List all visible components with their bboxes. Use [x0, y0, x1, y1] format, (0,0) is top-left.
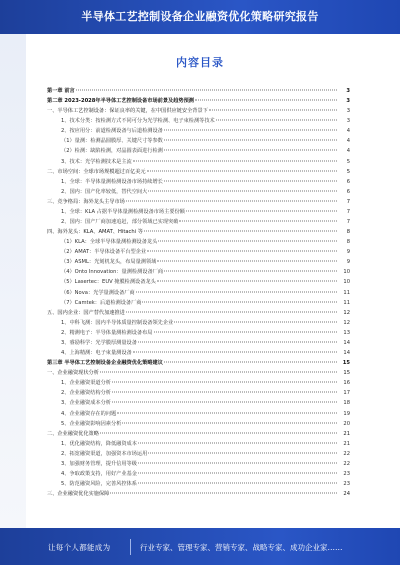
toc-entry[interactable]	[47, 328, 350, 338]
toc-entry[interactable]	[47, 86, 350, 96]
toc-entry[interactable]	[47, 439, 350, 449]
toc-entry-title: （1）量测：检测晶圆膜厚、关键尺寸等参数	[61, 138, 163, 145]
toc-entry-title: 第二章 2023-2028年半导体工艺控制设备市场前景及趋势预测	[47, 98, 194, 105]
toc-entry-page: 4	[346, 138, 350, 145]
toc-entry-page: 22	[343, 450, 350, 457]
toc-entry-title: 2、企业融资结构分析	[61, 390, 111, 397]
toc-entry-page: 7	[346, 219, 350, 226]
toc-leader-dots	[164, 362, 337, 363]
toc-entry-title: 1、优化融资结构，降低融资成本	[61, 440, 137, 447]
toc-leader-dots	[148, 190, 337, 191]
toc-leader-dots	[76, 90, 337, 91]
toc-entry-title: 3、技术：光学检测技术是主流	[61, 158, 132, 165]
toc-entry-title: （1）KLA：全球半导体量测检测设备龙头	[61, 239, 158, 246]
toc-entry-title: 1、中科飞测：国内半导体质量控制设备领先企业	[61, 319, 174, 326]
toc-leader-dots	[136, 291, 337, 292]
toc-entry-title: 4、上海精测：电子束量测设备	[61, 350, 132, 357]
toc-leader-dots	[164, 180, 337, 181]
toc-entry-page: 23	[343, 470, 350, 477]
footer-divider	[130, 539, 131, 555]
toc-entry-page: 21	[343, 430, 350, 437]
toc-entry[interactable]	[47, 409, 350, 419]
toc-entry-page: 17	[343, 390, 350, 397]
toc-entry[interactable]	[47, 338, 350, 348]
toc-heading: 内容目录	[176, 56, 224, 69]
toc-leader-dots	[112, 392, 337, 393]
toc-entry-page: 13	[343, 329, 350, 336]
toc-entry[interactable]	[47, 419, 350, 429]
toc-leader-dots	[174, 321, 337, 322]
toc-entry[interactable]	[47, 247, 350, 257]
toc-entry-page: 16	[343, 380, 350, 387]
toc-leader-dots	[157, 281, 337, 282]
toc-entry-title: 三、企业融资优化实施保障	[47, 491, 110, 498]
toc-entry[interactable]	[47, 277, 350, 287]
toc-leader-dots	[133, 160, 337, 161]
toc-entry-page: 3	[346, 118, 350, 125]
toc-leader-dots	[138, 483, 337, 484]
toc-entry-title: 1、技术分类：按检测方式不同可分为光学检测、电子束检测等技术	[61, 118, 215, 125]
toc-leader-dots	[112, 382, 337, 383]
toc-entry-page: 5	[346, 168, 350, 175]
toc-entry[interactable]	[47, 358, 350, 368]
toc-entry-page: 11	[343, 299, 350, 306]
toc-entry-title: （4）Onto Innovation：量测检测设备厂商	[61, 269, 164, 276]
toc-leader-dots	[117, 412, 337, 413]
toc-entry-page: 5	[346, 158, 350, 165]
toc-leader-dots	[147, 251, 337, 252]
toc-entry[interactable]	[47, 126, 350, 136]
toc-entry-page: 15	[343, 370, 350, 377]
toc-entry-title: （3）ASML：光刻机龙头，布局量测领域	[61, 259, 157, 266]
toc-leader-dots	[147, 170, 337, 171]
toc-leader-dots	[164, 271, 337, 272]
toc-leader-dots	[138, 472, 337, 473]
toc-entry[interactable]	[47, 459, 350, 469]
toc-entry[interactable]	[47, 308, 350, 318]
toc-entry-title: 2、按应用分：前道检测设备与后道检测设备	[61, 128, 163, 135]
toc-entry[interactable]	[47, 267, 350, 277]
toc-entry-title: 第三章 半导体工艺控制设备企业融资优化策略建议	[47, 360, 163, 367]
report-title: 半导体工艺控制设备企业融资优化策略研究报告	[81, 10, 319, 23]
toc-entry-page: 6	[346, 188, 350, 195]
toc-entry[interactable]	[47, 217, 350, 227]
toc-entry-page: 3	[346, 98, 350, 105]
toc-entry-page: 4	[346, 128, 350, 135]
toc-leader-dots	[100, 432, 337, 433]
toc-entry-page: 12	[343, 319, 350, 326]
toc-leader-dots	[157, 261, 337, 262]
toc-entry-page: 20	[343, 420, 350, 427]
toc-leader-dots	[126, 200, 337, 201]
toc-entry-title: 4、企业融资存在的问题	[61, 410, 117, 417]
toc-entry-title: 2、国内：国产厂商加速追赶，部分领域已实现突破	[61, 219, 179, 226]
toc-entry-page: 9	[346, 259, 350, 266]
toc-leader-dots	[100, 372, 337, 373]
toc-entry-page: 4	[346, 148, 350, 155]
toc-entry-title: 五、国内企业：国产替代加速推进	[47, 309, 125, 316]
toc-entry[interactable]	[47, 227, 350, 237]
toc-entry[interactable]	[47, 298, 350, 308]
toc-entry[interactable]	[47, 116, 350, 126]
toc-entry-title: （5）Lasertec：EUV 掩膜检测设备龙头	[61, 279, 156, 286]
footer-slogan: 让每个人都能成为	[48, 543, 111, 552]
toc-entry-page: 7	[346, 208, 350, 215]
toc-entry[interactable]	[47, 187, 350, 197]
toc-entry-title: （2）检测：缺陷检测，对晶圆表面进行检测	[61, 148, 163, 155]
toc-entry-title: 2、精测电子：半导体量测检测设备布局	[61, 329, 153, 336]
toc-leader-dots	[195, 100, 337, 101]
toc-entry[interactable]	[47, 378, 350, 388]
toc-leader-dots	[164, 130, 337, 131]
toc-entry-title: 5、防范融资风险，完善风控体系	[61, 481, 137, 488]
toc-entry-title: 1、企业融资渠道分析	[61, 380, 111, 387]
toc-entry-page: 19	[343, 410, 350, 417]
toc-entry[interactable]	[47, 136, 350, 146]
toc-entry-page: 15	[342, 360, 350, 367]
toc-leader-dots	[164, 150, 337, 151]
toc-leader-dots	[148, 452, 337, 453]
toc-entry-title: 3、企业融资成本分析	[61, 400, 111, 407]
toc-entry-title: （6）Nova：光学量测设备厂商	[61, 289, 135, 296]
toc-entry[interactable]	[47, 288, 350, 298]
toc-entry[interactable]	[47, 348, 350, 358]
toc-entry[interactable]	[47, 388, 350, 398]
toc-entry[interactable]	[47, 469, 350, 479]
toc-entry-title: 二、企业融资优化策略	[47, 430, 99, 437]
toc-entry-page: 10	[343, 269, 350, 276]
toc-entry[interactable]	[47, 449, 350, 459]
toc-entry-page: 7	[346, 198, 350, 205]
toc-entry[interactable]	[47, 479, 350, 489]
toc-entry-title: 三、竞争格局：海外龙头主导市场	[47, 198, 125, 205]
toc-entry-page: 14	[343, 339, 350, 346]
left-decorative-stripe	[0, 34, 26, 528]
toc-leader-dots	[158, 241, 337, 242]
toc-entry-page: 22	[343, 460, 350, 467]
toc-entry-page: 18	[343, 400, 350, 407]
toc-leader-dots	[154, 331, 338, 332]
toc-entry-title: （2）AMAT：半导体设备平台型企业	[61, 249, 147, 256]
toc-leader-dots	[138, 442, 337, 443]
toc-entry-title: 4、争取政策支持，用好产业基金	[61, 470, 137, 477]
toc-entry-title: 3、睿励科学：光学膜厚测量设备	[61, 339, 137, 346]
toc-leader-dots	[179, 221, 337, 222]
toc-entry[interactable]	[47, 318, 350, 328]
toc-leader-dots	[186, 210, 337, 211]
toc-leader-dots	[142, 301, 337, 302]
toc-entry[interactable]	[47, 207, 350, 217]
toc-entry[interactable]	[47, 257, 350, 267]
toc-leader-dots	[144, 231, 337, 232]
toc-entry-title: 3、加强财务管理，提升信用等级	[61, 460, 137, 467]
toc-entry-title: 一、半导体工艺控制设备：保证良率的关键，在中国供应链安全背景下	[47, 108, 208, 115]
toc-entry-page: 12	[343, 309, 350, 316]
toc-entry-page: 8	[346, 229, 350, 236]
toc-entry-title: 四、海外龙头：KLA、AMAT、Hitachi 等	[47, 229, 143, 236]
toc-entry[interactable]	[47, 237, 350, 247]
toc-entry-title: 1、全球：半导体量测检测设备市场持续增长	[61, 178, 163, 185]
toc-leader-dots	[126, 311, 337, 312]
toc-entry-title: 第一章 前言	[47, 88, 75, 94]
toc-entry[interactable]	[47, 167, 350, 177]
toc-entry[interactable]	[47, 398, 350, 408]
toc-leader-dots	[216, 120, 337, 121]
toc-entry[interactable]	[47, 429, 350, 439]
toc-entry-title: 2、拓宽融资渠道，加强资本市场运用	[61, 450, 148, 457]
toc-leader-dots	[209, 110, 337, 111]
toc-entry-title: 5、企业融资影响因素分析	[61, 420, 122, 427]
toc-entry-page: 10	[343, 279, 350, 286]
toc-entry-title: 一、企业融资现状分析	[47, 370, 99, 377]
toc-leader-dots	[138, 341, 337, 342]
toc-leader-dots	[138, 462, 337, 463]
toc-entry[interactable]	[47, 368, 350, 378]
toc-entry[interactable]	[47, 177, 350, 187]
toc-entry-page: 21	[343, 440, 350, 447]
toc-entry[interactable]	[47, 157, 350, 167]
toc-entry[interactable]	[47, 96, 350, 106]
toc-leader-dots	[122, 422, 337, 423]
toc-leader-dots	[164, 140, 337, 141]
toc-entry-title: 2、国内：国产化率较低，替代空间大	[61, 188, 148, 195]
toc-entry-page: 11	[343, 289, 350, 296]
toc-entry-title: 1、全球：KLA 占据半导体量测检测设备市场主要份额	[61, 208, 185, 215]
table-of-contents	[47, 86, 350, 499]
footer-banner	[0, 528, 400, 565]
toc-entry-page: 6	[346, 178, 350, 185]
toc-leader-dots	[133, 352, 337, 353]
toc-entry-page: 24	[343, 491, 350, 498]
toc-entry-page: 3	[346, 108, 350, 115]
toc-entry-page: 9	[346, 249, 350, 256]
toc-leader-dots	[110, 493, 337, 494]
toc-entry[interactable]	[47, 197, 350, 207]
toc-entry-page: 8	[346, 239, 350, 246]
toc-entry-title: 二、市场空间：全球市场规模超过百亿美元	[47, 168, 146, 175]
toc-entry-page: 23	[343, 481, 350, 488]
toc-leader-dots	[112, 402, 337, 403]
toc-entry-title: （7）Camtek：后道检测设备厂商	[61, 299, 142, 306]
toc-entry-page: 14	[343, 350, 350, 357]
toc-entry[interactable]	[47, 106, 350, 116]
toc-entry[interactable]	[47, 146, 350, 156]
toc-entry-page: 3	[346, 88, 350, 94]
footer-roles: 行业专家、管理专家、营销专家、战略专家、成功企业家……	[140, 543, 343, 552]
toc-entry[interactable]	[47, 489, 350, 499]
header-banner	[0, 0, 400, 34]
